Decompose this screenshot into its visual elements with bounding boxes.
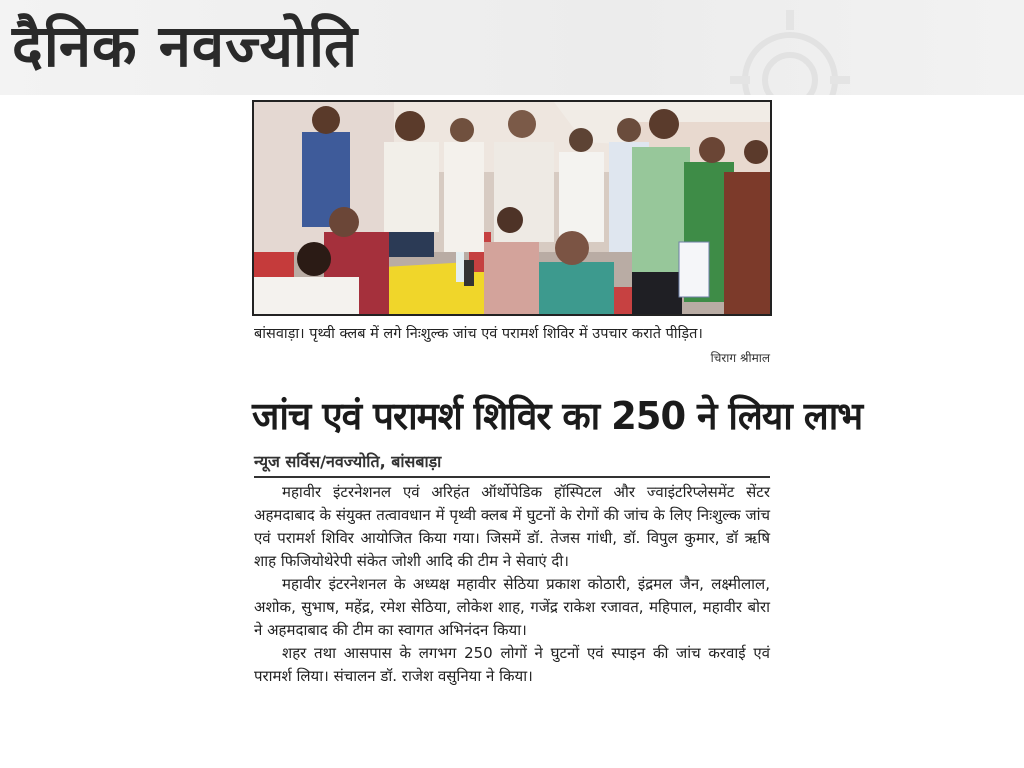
paragraph: महावीर इंटरनेशनल एवं अरिहंत ऑर्थोपेडिक हॉस्पिटल और ज्वाइंटरिप्लेसमेंट सेंटर अहमदाबाद के संयुक्त तत्वावधान में पृथ्वी क्लब में घुटनों के रोगों की जांच के लिए निःशुल्क जांच एवं परामर्श शिविर आयोजित किया गया। जिसमें डॉ. तेजस गांधी, डॉ. विपुल कुमार, डॉ ऋषि शाह फिजियोथेरेपी संकेत जोशी आदि की टीम ने सेवाएं दी। — [254, 483, 770, 570]
paragraph: शहर तथा आसपास के लगभग 250 लोगों ने घुटनों एवं स्पाइन की जांच करवाई एवं परामर्श लिया। संचालन डॉ. राजेश वसुनिया ने किया। — [254, 644, 770, 685]
headline: जांच एवं परामर्श शिविर का 250 ने लिया लाभ — [252, 394, 863, 438]
paragraph: महावीर इंटरनेशनल के अध्यक्ष महावीर सेठिया प्रकाश कोठारी, इंद्रमल जैन, लक्ष्मीलाल, अशोक, सुभाष, महेंद्र, रमेश सेठिया, लोकेश शाह, गजेंद्र राकेश रजावत, महिपाल, महावीर बोरा ने अहमदाबाद की टीम का स्वागत अभिनंदन किया। — [254, 575, 770, 639]
photo-credit: चिराग श्रीमाल — [710, 351, 770, 365]
newspaper-title: दैनिक नवज्योति — [12, 12, 359, 80]
news-photo — [252, 100, 772, 316]
watermark-logo — [690, 10, 890, 95]
article-body — [254, 481, 770, 688]
photo-caption: बांसवाड़ा। पृथ्वी क्लब में लगे निःशुल्क जांच एवं परामर्श शिविर में उपचार कराते पीड़ित। — [254, 326, 703, 342]
byline: न्यूज सर्विस/नवज्योति, बांसबाड़ा — [254, 451, 770, 478]
photo-illustration — [254, 102, 770, 314]
masthead — [0, 0, 1024, 95]
